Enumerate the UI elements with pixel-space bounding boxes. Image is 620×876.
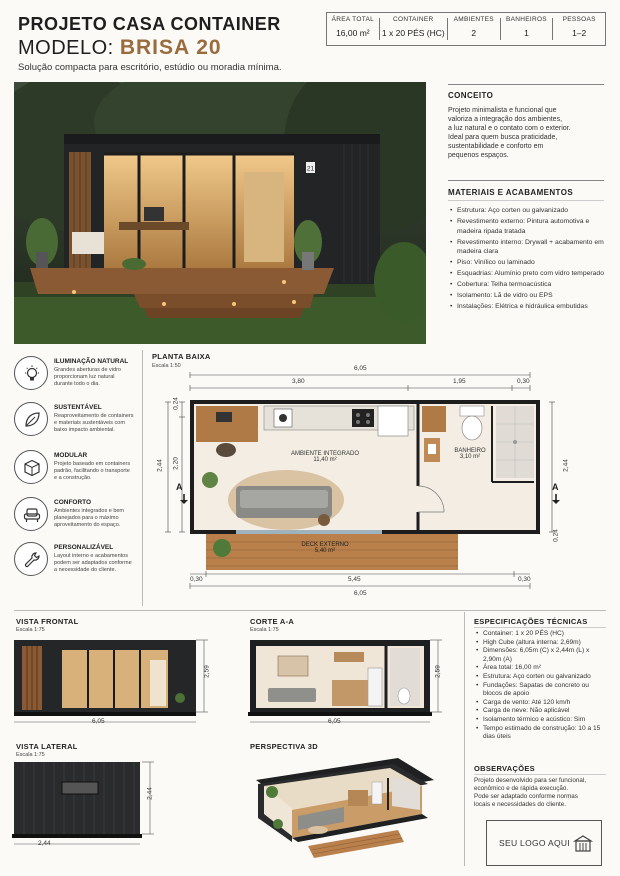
plan-title: PLANTA BAIXA xyxy=(152,352,211,361)
dim-left-b: 2,20 xyxy=(172,457,180,470)
section-title: CORTE A-A xyxy=(250,617,295,626)
list-item: • Fundações: Sapatas de concreto ou blocos de apoio xyxy=(476,682,608,699)
list-item: • Tempo estimado de construção: 10 a 15 dias úteis xyxy=(476,725,608,742)
feature-natural-light: ILUMINAÇÃO NATURAL Grandes aberturas de vidro proporcionam luz natural durante todo o dia. xyxy=(14,356,138,400)
feature-comfort: CONFORTO Ambientes integrados e bem planejados para o máximo aproveitamento do espaço. xyxy=(14,497,138,541)
front-view-drawing xyxy=(14,638,214,730)
front-view-title: VISTA FRONTAL xyxy=(16,617,79,626)
observations-title: OBSERVAÇÕES xyxy=(474,764,535,773)
section-mark-left: A xyxy=(176,482,183,492)
summary-bathrooms: BANHEIROS 1 xyxy=(505,16,547,38)
list-item: • Carga de neve: Não aplicável xyxy=(476,707,608,716)
dim-bottom-a: 0,30 xyxy=(190,576,203,583)
dim-top-total: 6,05 xyxy=(354,365,367,372)
cube-icon xyxy=(23,459,41,477)
door-number: 21 xyxy=(306,165,315,173)
list-item: • Área total: 16,00 m² xyxy=(476,664,608,673)
building-icon xyxy=(573,833,593,853)
perspective-title: PERSPECTIVA 3D xyxy=(250,742,318,751)
summary-area: ÁREA TOTAL 16,00 m² xyxy=(331,16,375,38)
dim-bottom-b: 5,45 xyxy=(348,576,361,583)
side-view-drawing xyxy=(12,760,162,852)
specs-title: ESPECIFICAÇÕES TÉCNICAS xyxy=(474,617,588,626)
dim-bottom-total: 6,05 xyxy=(354,590,367,597)
list-item: • Estrutura: Aço corten ou galvanizado xyxy=(476,673,608,682)
side-height: 2,44 xyxy=(146,787,154,800)
page-title: PROJETO CASA CONTAINER xyxy=(18,14,281,34)
leaf-icon xyxy=(23,411,41,429)
front-height: 2,59 xyxy=(203,665,211,678)
section-drawing xyxy=(248,638,446,730)
logo-placeholder xyxy=(486,820,602,866)
model-name: BRISA 20 xyxy=(119,36,222,59)
list-item: • Instalações: Elétrica e hidráulica embutidas xyxy=(450,302,606,312)
section-mark-right: A xyxy=(552,482,559,492)
wrench-icon xyxy=(23,551,41,569)
side-view-title: VISTA LATERAL xyxy=(16,742,78,751)
feature-customizable: PERSONALIZÁVEL Layout interno e acabamentos podem ser adaptados conforme a necessidade do cliente. xyxy=(14,542,138,586)
hero-render xyxy=(14,82,426,344)
lightbulb-icon xyxy=(23,365,41,383)
list-item: • Isolamento: Lã de vidro ou EPS xyxy=(450,291,606,301)
observations-text: Projeto desenvolvido para ser funcional, econômico e de rápida execução. Pode ser adaptado conforme normas locais e necessidades do cliente. xyxy=(474,777,587,808)
specs-list xyxy=(476,630,608,742)
dim-top-b: 1,95 xyxy=(453,378,466,385)
dim-left-a: 0,24 xyxy=(172,397,180,410)
room-living: AMBIENTE INTEGRADO 11,40 m² xyxy=(290,451,359,463)
section-scale: Escala 1:75 xyxy=(250,627,279,633)
feature-sustainable: SUSTENTÁVEL Reaproveitamento de containers e materiais sustentáveis com baixo impacto ambiental. xyxy=(14,402,138,446)
page-subtitle: Solução compacta para escritório, estúdio ou moradia mínima. xyxy=(18,62,282,73)
concept-text: Projeto minimalista e funcional que valoriza a integração dos ambientes, a luz natural e o contato com o exterior. Ideal para quem busca praticidade, sustentabilidade e conforto em pequenos espaços. xyxy=(448,107,571,159)
summary-people: PESSOAS 1–2 xyxy=(562,16,596,38)
dim-right-total: 2,44 xyxy=(562,459,570,472)
side-view-scale: Escala 1:75 xyxy=(16,752,45,758)
room-deck: DECK EXTERNO 5,40 m² xyxy=(301,542,349,554)
materials-title: MATERIAIS E ACABAMENTOS xyxy=(448,188,574,197)
list-item: • Estrutura: Aço corten ou galvanizado xyxy=(450,206,606,216)
list-item: • Isolamento térmico e acústico: Sim xyxy=(476,716,608,725)
feature-modular: MODULAR Projeto baseado em containers padrão, facilitando o transporte e a construção. xyxy=(14,450,138,494)
list-item: • Revestimento externo: Pintura automotiva e madeira ripada tratada xyxy=(450,217,606,236)
perspective-drawing xyxy=(248,752,442,862)
floor-plan xyxy=(146,362,610,608)
list-item: • Dimensões: 6,05m (C) x 2,44m (L) x 2,90m (A) xyxy=(476,647,608,664)
summary-box xyxy=(326,12,606,46)
dim-top-a: 3,80 xyxy=(292,378,305,385)
summary-container: CONTAINER 1 x 20 PÉS (HC) xyxy=(381,16,445,38)
dim-bottom-c: 0,30 xyxy=(518,576,531,583)
list-item: • Revestimento interno: Drywall + acabamento em madeira clara xyxy=(450,238,606,257)
model-title xyxy=(18,36,222,60)
room-bathroom: BANHEIRO 3,10 m² xyxy=(454,448,486,460)
side-width: 2,44 xyxy=(38,840,51,847)
logo-text: SEU LOGO AQUI xyxy=(499,838,570,848)
concept-title: CONCEITO xyxy=(448,91,494,100)
list-item: • Piso: Vinílico ou laminado xyxy=(450,258,606,268)
list-item: • Container: 1 x 20 PÉS (HC) xyxy=(476,630,608,639)
materials-list xyxy=(450,206,606,313)
dim-top-c: 0,30 xyxy=(517,378,530,385)
model-label: MODELO: xyxy=(18,37,114,59)
plan-scale: Escala 1:50 xyxy=(152,363,181,369)
dim-right-a: 0,24 xyxy=(552,529,560,542)
list-item: • Carga de vento: Até 120 km/h xyxy=(476,699,608,708)
list-item: • High Cube (altura interna: 2,69m) xyxy=(476,639,608,648)
armchair-icon xyxy=(23,506,41,524)
list-item: • Cobertura: Telha termoacústica xyxy=(450,280,606,290)
front-view-scale: Escala 1:75 xyxy=(16,627,45,633)
summary-rooms: AMBIENTES 2 xyxy=(453,16,494,38)
list-item: • Esquadrias: Alumínio preto com vidro temperado xyxy=(450,269,606,279)
dim-left-total: 2,44 xyxy=(156,459,164,472)
section-height: 2,59 xyxy=(434,665,442,678)
front-width: 6,05 xyxy=(92,718,105,725)
section-width: 6,05 xyxy=(328,718,341,725)
